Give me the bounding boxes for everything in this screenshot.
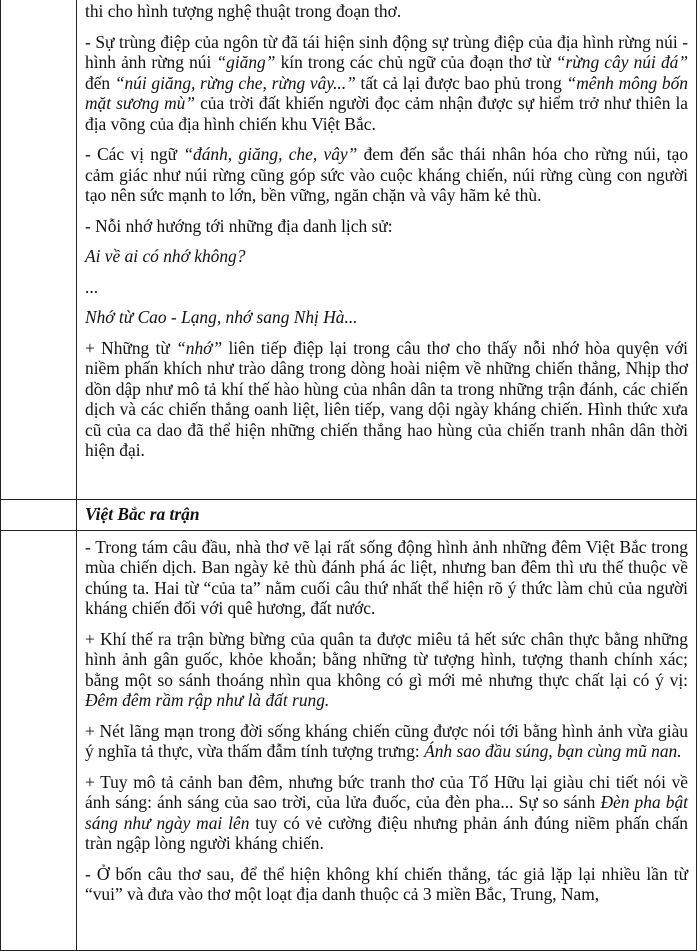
paragraph: - Trong tám câu đầu, nhà thơ vẽ lại rất sống động hình ảnh những đêm Việt Bắc trong mùa chiến dịch. Ban ngày kẻ thù đánh phá ác liệt, nhưng ban đêm thì ưu thế thuộc về chúng ta. Hai từ “của ta” nằm cuối câu thứ nhất thể hiện rõ ý thức làm chủ của người kháng chiến đối với quê hương, đất nước. bbox=[85, 536, 688, 618]
paragraph: + Nét lãng mạn trong đời sống kháng chiến cũng được nói tới bằng hình ảnh vừa giàu ý nghĩa tả thực, vừa thấm đẫm tính tượng trưng: Ánh sao đầu súng, bạn cùng mũ nan. bbox=[85, 720, 688, 761]
table-row bbox=[1, 500, 697, 531]
table-row bbox=[1, 530, 697, 950]
table-row bbox=[1, 0, 697, 500]
empty-left-cell bbox=[1, 500, 77, 531]
paragraph: thi cho hình tượng nghệ thuật trong đoạn thơ. bbox=[85, 1, 402, 21]
empty-left-cell bbox=[1, 530, 77, 950]
empty-left-cell bbox=[1, 0, 77, 500]
paragraph: + Khí thế ra trận bừng bừng của quân ta được miêu tả hết sức chân thực bằng những hình ảnh gân guốc, khỏe khoắn; bằng những từ tượng hình, tượng thanh chính xác; bằng một so sánh thoáng nhìn qua không có gì mới mẻ nhưng thực chất lại có ý vị: Đêm đêm rầm rập như là đất rung. bbox=[85, 628, 688, 710]
content-cell bbox=[77, 0, 697, 500]
paragraph: + Tuy mô tả cảnh ban đêm, nhưng bức tranh thơ của Tố Hữu lại giàu chi tiết nói về ánh sáng: ánh sáng của sao trời, của lửa đuốc, của đèn pha... Sự so sánh Đèn pha bật sáng như ngày mai lên tuy có vẻ cường điệu nhưng phản ánh đúng niềm phấn chấn tràn ngập lòng người kháng chiến. bbox=[85, 771, 688, 853]
paragraph: + Những từ “nhớ” liên tiếp điệp lại trong câu thơ cho thấy nỗi nhớ hòa quyện với niềm phấn khích như trào dâng trong dòng hoài niệm về những chiến thắng, Nhịp thơ dồn dập như mô tả khí thế hào hùng của nhân dân ta trong những trận đánh, các chiến dịch và các chiến thắng oanh liệt, liên tiếp, vang dội ngày kháng chiến. Hình thức xưa cũ của ca dao đã thể hiện những chiến thắng hao hùng của chiến tranh nhân dân thời hiện đại. bbox=[85, 337, 688, 460]
paragraph: - Sự trùng điệp của ngôn từ đã tái hiện sinh động sự trùng điệp của địa hình rừng núi - hình ảnh rừng núi “giăng” kín trong các chủ ngữ của đoạn thơ từ “rừng cây núi đá” đến “núi giăng, rừng che, rừng vây...” tất cả lại được bao phủ trong “mênh mông bốn mặt sương mù” của trời đất khiến người đọc cảm nhận được sự hiểm trở như thiên la địa võng của địa hình chiến khu Việt Bắc. bbox=[85, 31, 689, 134]
content-cell bbox=[77, 530, 697, 950]
ellipsis-line: ... bbox=[85, 276, 99, 297]
paragraph: - Các vị ngữ “đánh, giăng, che, vây” đem đến sắc thái nhân hóa cho rừng núi, tạo cảm giác như núi rừng cũng góp sức vào cuộc kháng chiến, núi rừng cùng con người tạo nên sức mạnh to lớn, bền vững, ngăn chặn và vây hãm kẻ thù. bbox=[85, 144, 689, 205]
poem-line: Nhớ từ Cao - Lạng, nhớ sang Nhị Hà... bbox=[85, 307, 358, 327]
poem-line: Ai về ai có nhớ không? bbox=[85, 246, 246, 266]
section-heading: Việt Bắc ra trận bbox=[85, 504, 200, 524]
heading-cell bbox=[77, 500, 697, 531]
paragraph: - Ở bốn câu thơ sau, để thể hiện không khí chiến thắng, tác giả lặp lại nhiều lần từ “vui” và đưa vào thơ một loạt địa danh thuộc cả 3 miền Bắc, Trung, Nam, bbox=[85, 863, 688, 904]
paragraph: - Nỗi nhớ hướng tới những địa danh lịch sử: bbox=[85, 215, 393, 236]
